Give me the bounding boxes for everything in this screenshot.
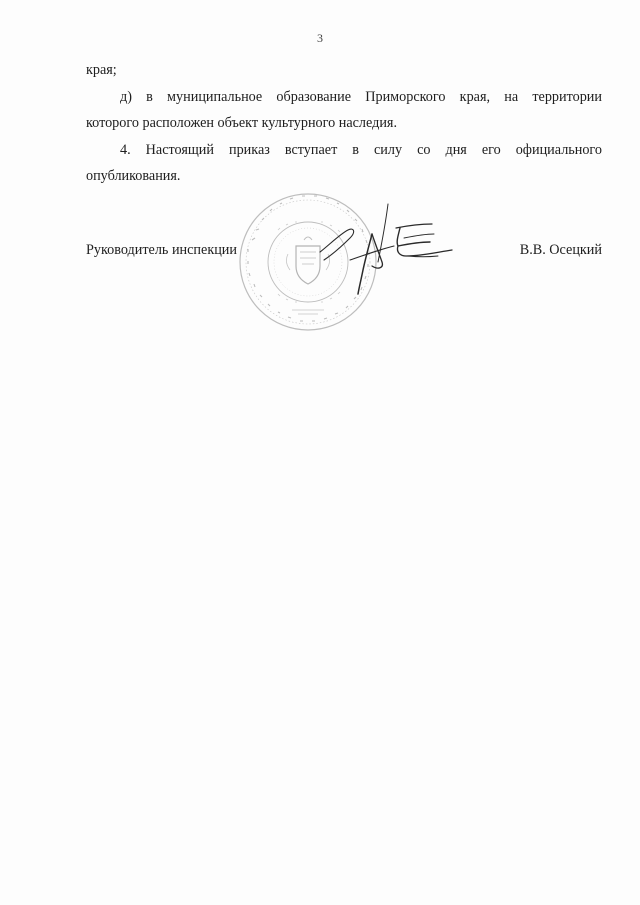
body-item-d-line-2: которого расположен объект культурного наследия. [86,115,398,131]
body-item-4-line-1: 4. Настоящий приказ вступает в силу со дня его официального [120,142,602,158]
official-seal-icon [240,194,376,330]
body-item-d-line-1: д) в муниципальное образование Приморского края, на территории [120,89,602,105]
signatory-name: В.В. Осецкий [519,242,602,258]
body-item-4-line-2: опубликования. [86,168,181,184]
handwritten-signature-icon [320,204,452,294]
body-line-region-end: края; [86,62,117,78]
seal-and-signature [232,190,472,340]
signatory-position: Руководитель инспекции [86,242,237,258]
page-number: 3 [317,31,323,45]
